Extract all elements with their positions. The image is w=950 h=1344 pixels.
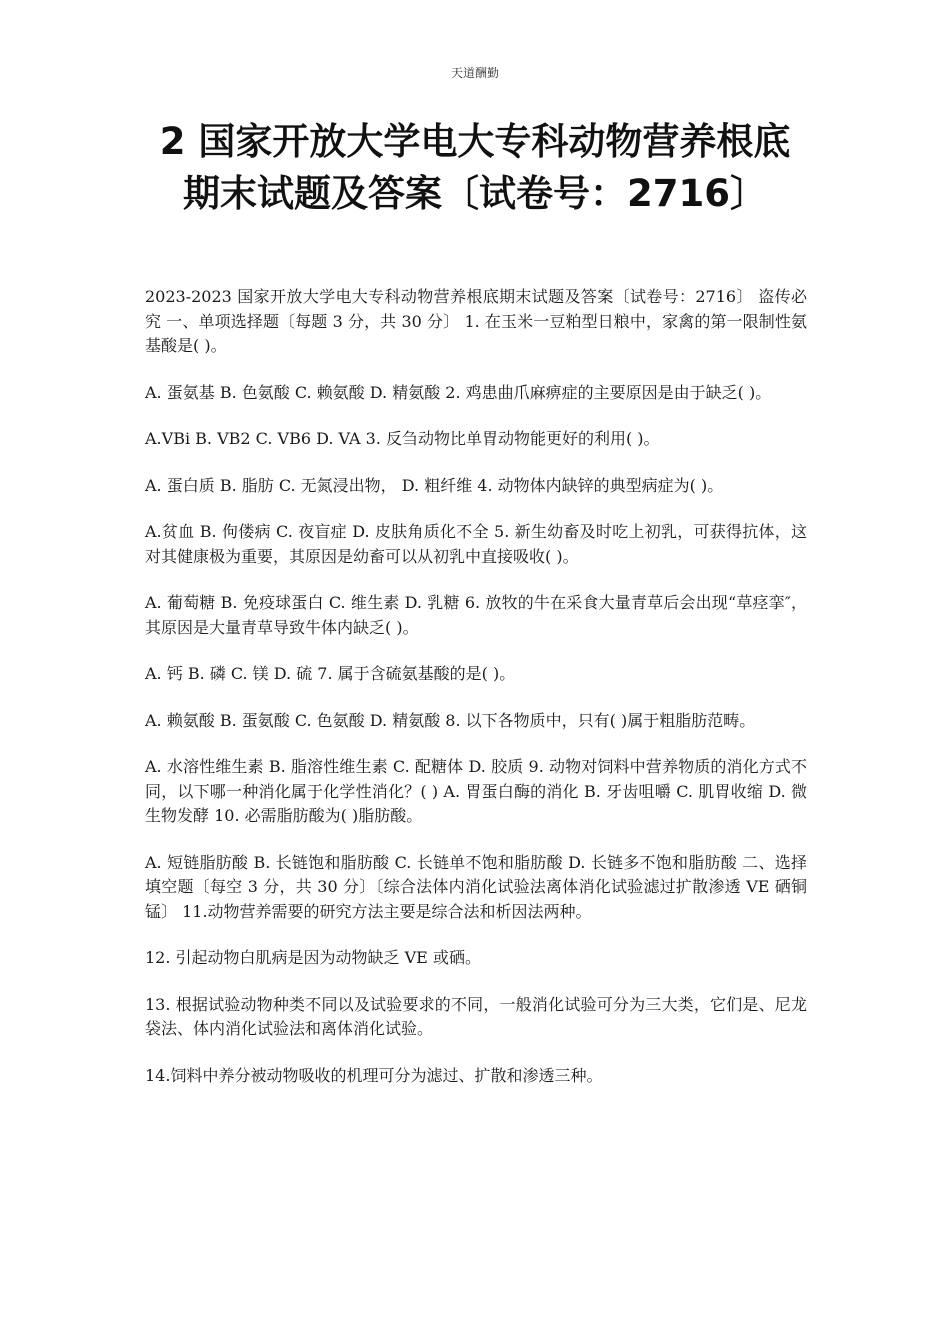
paragraph: A. 短链脂肪酸 B. 长链饱和脂肪酸 C. 长链单不饱和脂肪酸 D. 长链多不饱和脂肪酸 二、选择填空题〔每空 3 分，共 30 分〕〔综合法体内消化试验法离体消化试验滤过扩散渗透 VE 硒铜锰〕 11.动物营养需要的研究方法主要是综合法和析因法两种。 [145, 852, 807, 921]
paragraph: A. 水溶性维生素 B. 脂溶性维生素 C. 配糖体 D. 胶质 9. 动物对饲料中营养物质的消化方式不同，以下哪一种消化属于化学性消化？( ) A. 胃蛋白酶的消化 B. 牙齿咀嚼 C. 肌胃收缩 D. 微生物发酵 10. 必需脂肪酸为( )脂肪酸。 [145, 757, 807, 825]
paragraph: A. 葡萄糖 B. 免疫球蛋白 C. 维生素 D. 乳糖 6. 放牧的牛在采食大量青草后会出现“草痉挛″，其原因是大量青草导致牛体内缺乏( )。 [145, 593, 807, 637]
paragraph: A. 赖氨酸 B. 蛋氨酸 C. 色氨酸 D. 精氨酸 8. 以下各物质中，只有( )属于粗脂肪范畴。 [145, 710, 756, 730]
paragraph: 2023-2023 国家开放大学电大专科动物营养根底期末试题及答案〔试卷号：2716〕 盗传必究 一、单项选择题〔每题 3 分，共 30 分〕 1. 在玉米一豆粕型日粮中，家禽的第一限制性氨基酸是( )。 [145, 287, 807, 355]
paragraph: A. 蛋氨基 B. 色氨酸 C. 赖氨酸 D. 精氨酸 2. 鸡患曲爪麻痹症的主要原因是由于缺乏( )。 [145, 382, 772, 402]
document-title [100, 116, 850, 220]
title-line-2: 期末试题及答案〔试卷号：2716〕 [183, 172, 767, 215]
paragraph: A. 蛋白质 B. 脂肪 C. 无氮浸出物， D. 粗纤维 4. 动物体内缺锌的典型病症为( )。 [145, 475, 724, 495]
paragraph: A.贫血 B. 佝偻病 C. 夜盲症 D. 皮肤角质化不全 5. 新生幼畜及时吃上初乳，可获得抗体，这对其健康极为重要，其原因是幼畜可以从初乳中直接吸收( )。 [145, 522, 807, 566]
paragraph: 13. 根据试验动物种类不同以及试验要求的不同，一般消化试验可分为三大类，它们是、尼龙袋法、体内消化试验法和离体消化试验。 [145, 994, 807, 1038]
paragraph: 14.饲料中养分被动物吸收的机理可分为滤过、扩散和渗透三种。 [145, 1065, 603, 1085]
title-line-1: 2 国家开放大学电大专科动物营养根底 [159, 120, 791, 163]
paragraph: A. 钙 B. 磷 C. 镁 D. 硫 7. 属于含硫氨基酸的是( )。 [145, 664, 516, 683]
paragraph: 12. 引起动物白肌病是因为动物缺乏 VE 或硒。 [145, 948, 481, 967]
document-body [145, 285, 807, 1110]
paragraph: A.VBi B. VB2 C. VB6 D. VA 3. 反刍动物比单胃动物能更好的利用( )。 [145, 429, 660, 448]
header-note: 天道酬勤 [450, 66, 499, 80]
